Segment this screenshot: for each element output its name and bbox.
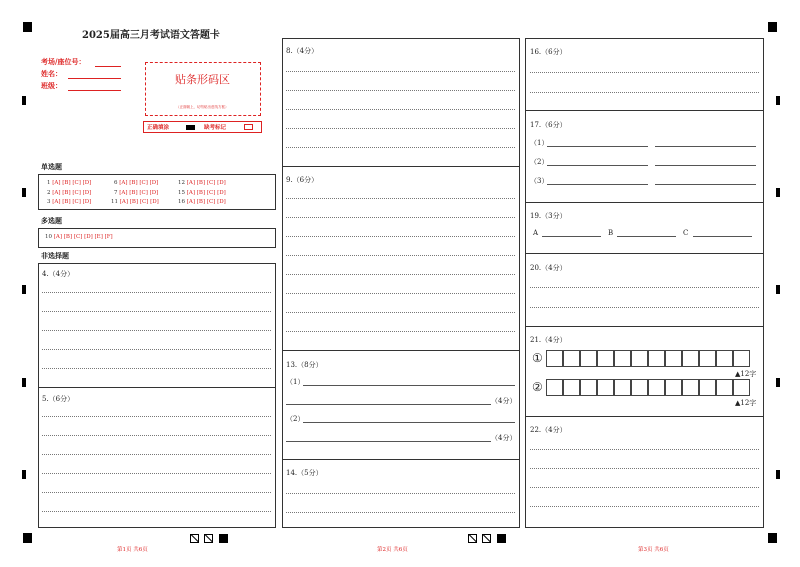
answer-line[interactable] xyxy=(547,184,648,185)
mcq-options[interactable]: [A] [B] [C] [D] xyxy=(52,180,92,186)
page-mark-icon xyxy=(468,534,477,543)
question-label-q16: 16.（6分） xyxy=(530,48,567,56)
missing-mark-label: 缺考标记 xyxy=(204,125,227,131)
answer-line[interactable] xyxy=(530,506,759,507)
answer-line[interactable] xyxy=(286,236,515,237)
answer-box-q4 xyxy=(38,263,276,388)
mcq-row[interactable] xyxy=(47,199,91,205)
answer-line[interactable] xyxy=(303,385,515,386)
row-marker-1: ① xyxy=(532,351,543,365)
registration-mark xyxy=(768,533,777,543)
question-label-q14: 14.（5分） xyxy=(286,469,323,477)
row-marker-2: ② xyxy=(532,380,543,394)
answer-line[interactable] xyxy=(547,165,648,166)
answer-line[interactable] xyxy=(286,198,515,199)
answer-line[interactable] xyxy=(286,147,515,148)
question-number: 1 xyxy=(47,180,51,186)
answer-line[interactable] xyxy=(530,468,759,469)
sub-question-label: （3） xyxy=(530,177,549,185)
fill-example-box xyxy=(143,121,262,133)
barcode-area xyxy=(145,62,261,116)
answer-line[interactable] xyxy=(530,72,759,73)
answer-box-q5 xyxy=(38,387,276,528)
sub-question-label: （1） xyxy=(286,378,305,386)
exam-seat-label: 考场/座位号： xyxy=(41,57,86,66)
sub-question-label: （2） xyxy=(530,158,549,166)
points-label: （4分） xyxy=(491,397,517,405)
question-number: 7 xyxy=(114,190,118,196)
mcq-row[interactable] xyxy=(47,180,91,186)
question-number: 2 xyxy=(47,190,51,196)
page-footer-2: 第2页 共6页 xyxy=(377,547,408,553)
answer-line[interactable] xyxy=(286,404,491,405)
mcq-row[interactable] xyxy=(114,180,158,186)
barcode-area-label: 贴条形码区 xyxy=(175,73,230,86)
answer-line[interactable] xyxy=(42,292,271,293)
question-label-q4: 4.（4分） xyxy=(42,270,75,278)
option-label-a: A xyxy=(533,229,539,237)
page-title: 2025届高三月考试语文答题卡 xyxy=(82,30,220,41)
mcq-row[interactable] xyxy=(178,190,226,196)
barcode-note: （正面朝上，切勿贴出虚线方框） xyxy=(176,105,229,109)
question-label-q19: 19.（3分） xyxy=(530,212,567,220)
answer-line[interactable] xyxy=(286,312,515,313)
question-label-q5: 5.（6分） xyxy=(42,395,75,403)
answer-line[interactable] xyxy=(286,331,515,332)
mcq-options[interactable]: [A] [B] [C] [D] xyxy=(186,190,226,196)
answer-line[interactable] xyxy=(42,511,271,512)
answer-line[interactable] xyxy=(42,492,271,493)
question-number: 15 xyxy=(178,190,185,196)
answer-line[interactable] xyxy=(42,416,271,417)
answer-line[interactable] xyxy=(42,349,271,350)
page-footer-1: 第1页 共6页 xyxy=(117,547,148,553)
question-number: 10 xyxy=(45,234,52,240)
question-label-q21: 21.（4分） xyxy=(530,336,567,344)
answer-line[interactable] xyxy=(286,512,515,513)
question-number: 11 xyxy=(111,199,118,205)
timing-mark xyxy=(22,96,26,105)
mcq-options[interactable]: [A] [B] [C] [D] xyxy=(52,190,92,196)
sub-question-label: （1） xyxy=(530,139,549,147)
page-mark-icon xyxy=(204,534,213,543)
timing-mark xyxy=(22,470,26,479)
missing-mark-checkbox[interactable] xyxy=(244,124,253,130)
answer-line[interactable] xyxy=(530,307,759,308)
answer-line[interactable] xyxy=(286,293,515,294)
answer-line[interactable] xyxy=(655,146,756,147)
page-mark-filled xyxy=(219,534,228,543)
timing-mark xyxy=(776,285,780,294)
sub-question-label: （2） xyxy=(286,415,305,423)
answer-line[interactable] xyxy=(530,487,759,488)
question-number: 16 xyxy=(178,199,185,205)
option-label-b: B xyxy=(608,229,614,237)
char-grid-1[interactable] xyxy=(546,350,750,367)
page-footer-3: 第3页 共6页 xyxy=(638,547,669,553)
timing-mark xyxy=(776,96,780,105)
page-mark-filled xyxy=(497,534,506,543)
mcq-options[interactable]: [A] [B] [C] [D] xyxy=(119,180,159,186)
answer-line[interactable] xyxy=(286,493,515,494)
question-number: 12 xyxy=(178,180,185,186)
question-number: 3 xyxy=(47,199,51,205)
mcq-row[interactable] xyxy=(178,199,226,205)
question-number: 6 xyxy=(114,180,118,186)
answer-line[interactable] xyxy=(530,92,759,93)
mcq-row[interactable] xyxy=(45,234,113,240)
registration-mark xyxy=(768,22,777,32)
char-limit-label: ▲12字 xyxy=(735,399,757,407)
page-mark-icon xyxy=(190,534,199,543)
answer-line[interactable] xyxy=(42,454,271,455)
registration-mark xyxy=(23,533,32,543)
answer-line[interactable] xyxy=(42,330,271,331)
question-label-q9: 9.（6分） xyxy=(286,176,319,184)
multi-choice-heading: 多选题 xyxy=(41,216,62,225)
answer-box-q9 xyxy=(282,166,520,351)
page-mark-icon xyxy=(482,534,491,543)
answer-line[interactable] xyxy=(542,236,601,237)
correct-fill-label: 正确填涂 xyxy=(147,125,170,131)
name-field[interactable] xyxy=(68,78,121,79)
answer-line[interactable] xyxy=(286,71,515,72)
mcq-row[interactable] xyxy=(47,190,91,196)
answer-line[interactable] xyxy=(286,128,515,129)
question-label-q22: 22.（4分） xyxy=(530,426,567,434)
answer-line[interactable] xyxy=(547,146,648,147)
option-label-c: C xyxy=(683,229,689,237)
answer-line[interactable] xyxy=(530,287,759,288)
non-choice-heading: 非选择题 xyxy=(41,251,69,260)
answer-line[interactable] xyxy=(286,274,515,275)
answer-line[interactable] xyxy=(286,90,515,91)
registration-mark xyxy=(23,22,32,32)
answer-line[interactable] xyxy=(42,473,271,474)
question-label-q17: 17.（6分） xyxy=(530,121,567,129)
answer-line[interactable] xyxy=(42,368,271,369)
answer-line[interactable] xyxy=(286,441,491,442)
class-field[interactable] xyxy=(68,90,121,91)
answer-line[interactable] xyxy=(617,236,676,237)
mcq-options[interactable]: [A] [B] [C] [D] xyxy=(186,199,226,205)
answer-line[interactable] xyxy=(286,217,515,218)
mcq-row[interactable] xyxy=(111,199,159,205)
mcq-row[interactable] xyxy=(114,190,158,196)
timing-mark xyxy=(22,378,26,387)
filled-example xyxy=(186,125,195,130)
char-limit-label: ▲12字 xyxy=(735,370,757,378)
question-label-q8: 8.（4分） xyxy=(286,47,319,55)
mcq-options[interactable]: [A] [B] [C] [D] xyxy=(119,199,159,205)
mcq-row[interactable] xyxy=(178,180,226,186)
points-label: （4分） xyxy=(491,434,517,442)
mcq-options[interactable]: [A] [B] [C] [D] xyxy=(52,199,92,205)
answer-line[interactable] xyxy=(655,184,756,185)
mcq-options[interactable]: [A] [B] [C] [D] xyxy=(186,180,226,186)
mcq-options[interactable]: [A] [B] [C] [D] [E] [F] xyxy=(53,234,113,240)
timing-mark xyxy=(22,285,26,294)
answer-line[interactable] xyxy=(655,165,756,166)
timing-mark xyxy=(22,188,26,197)
answer-line[interactable] xyxy=(286,109,515,110)
timing-mark xyxy=(776,470,780,479)
answer-line[interactable] xyxy=(286,255,515,256)
timing-mark xyxy=(776,188,780,197)
answer-box-q19 xyxy=(525,202,764,254)
question-label-q13: 13.（8分） xyxy=(286,361,323,369)
answer-line[interactable] xyxy=(693,236,752,237)
answer-line[interactable] xyxy=(303,422,515,423)
answer-line[interactable] xyxy=(42,435,271,436)
answer-line[interactable] xyxy=(42,311,271,312)
question-label-q20: 20.（4分） xyxy=(530,264,567,272)
exam-seat-field[interactable] xyxy=(95,66,121,67)
class-label: 班级： xyxy=(41,81,62,90)
name-label: 姓名： xyxy=(41,69,62,78)
timing-mark xyxy=(776,378,780,387)
single-choice-heading: 单选题 xyxy=(41,162,62,171)
char-grid-2[interactable] xyxy=(546,379,750,396)
answer-line[interactable] xyxy=(530,449,759,450)
mcq-options[interactable]: [A] [B] [C] [D] xyxy=(119,190,159,196)
